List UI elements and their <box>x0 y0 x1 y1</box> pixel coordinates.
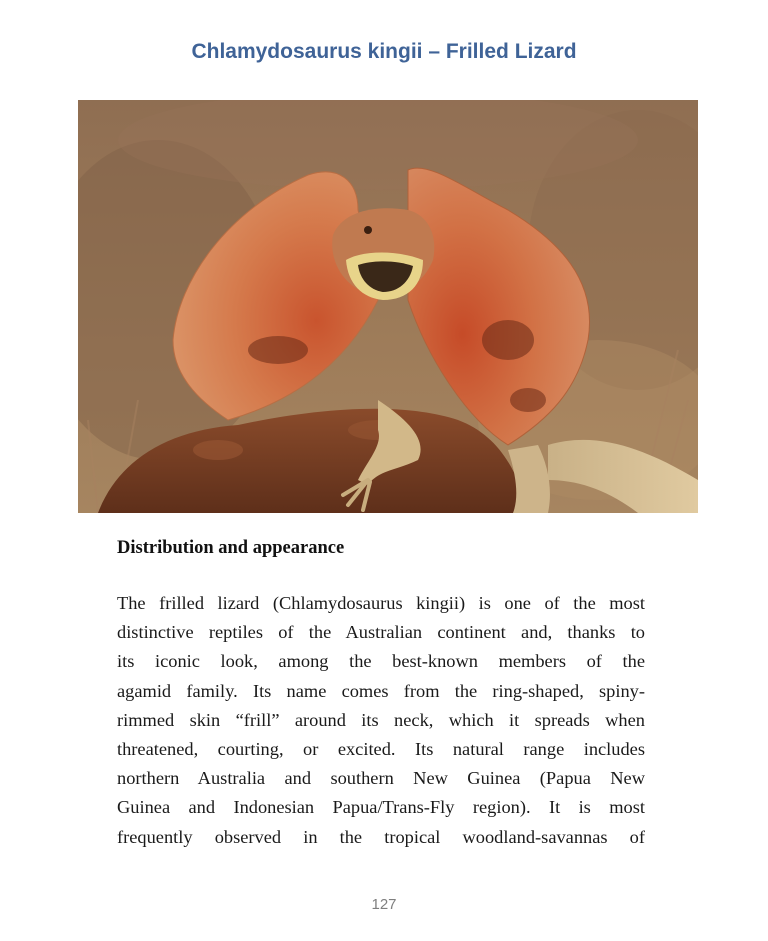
paragraph-line: threatened, courting, or excited. Its natural range includes <box>117 739 645 760</box>
paragraph-line: frequently observed in the tropical woodland-savannas of <box>117 826 645 847</box>
paragraph-line: distinctive reptiles of the Australian continent and, thanks to <box>117 622 645 643</box>
paragraph-line: The frilled lizard (Chlamydosaurus kingii) is one of the most <box>117 593 645 613</box>
section-heading: Distribution and appearance <box>117 538 345 558</box>
paragraph-line: agamid family. Its name comes from the ring-shaped, spiny- <box>117 680 645 701</box>
paragraph-line: its iconic look, among the best-known members of the <box>117 651 645 672</box>
page-title: Chlamydosaurus kingii – Frilled Lizard <box>191 40 577 63</box>
body-paragraph <box>117 589 645 852</box>
paragraph-line: Guinea and Indonesian Papua/Trans-Fly region). It is most <box>117 797 645 818</box>
paragraph-line: rimmed skin “frill” around its neck, which it spreads when <box>117 709 645 730</box>
frilled-lizard-photo <box>78 100 698 513</box>
page-number: 127 <box>371 896 397 913</box>
paragraph-line: northern Australia and southern New Guinea (Papua New <box>117 768 645 789</box>
